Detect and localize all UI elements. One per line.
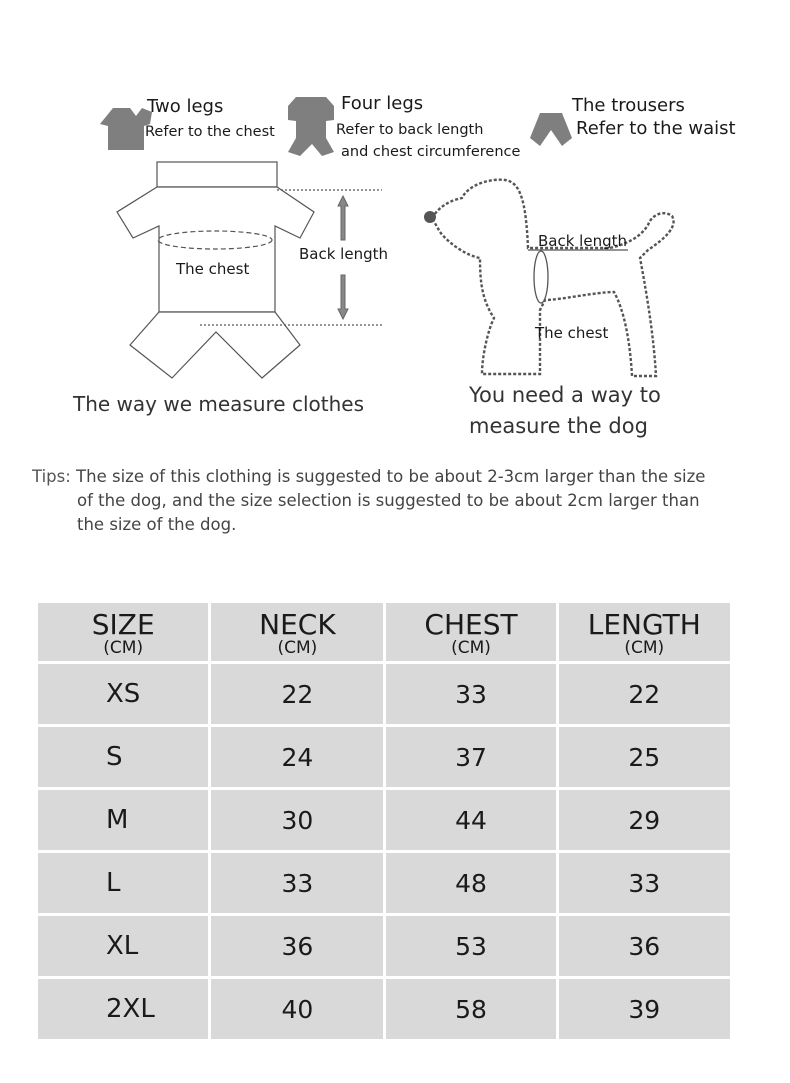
tips-label: Tips: [32,467,71,486]
dog-nose [424,211,436,223]
cell-size: 2XL [38,979,208,1039]
clothes-caption: The way we measure clothes [73,392,364,416]
header-chest: CHEST (CM) [386,603,555,661]
cell-chest: 37 [386,727,555,787]
measurement-illustration [0,0,790,460]
cell-length: 33 [559,853,730,913]
cell-neck: 22 [211,664,383,724]
dog-caption-line-1: You need a way to [469,383,661,407]
table-row [38,664,730,724]
legend-four-legs-title: Four legs [341,93,424,114]
legend-two-legs-note: Refer to the chest [145,124,275,140]
cell-chest: 53 [386,916,555,976]
cell-neck: 40 [211,979,383,1039]
cell-length: 25 [559,727,730,787]
cell-neck: 30 [211,790,383,850]
legend-four-legs-note-1: Refer to back length [336,122,484,138]
table-row [38,979,730,1039]
cell-chest: 48 [386,853,555,913]
legend-trousers-title: The trousers [572,95,685,116]
clothes-back-length-label: Back length [299,245,388,263]
table-row [38,727,730,787]
header-neck: NECK (CM) [211,603,383,661]
cell-chest: 33 [386,664,555,724]
cell-neck: 24 [211,727,383,787]
table-header-row [38,603,730,661]
legend-four-legs-note-2: and chest circumference [341,144,521,160]
cell-size: M [38,790,208,850]
legend-trousers-note: Refer to the waist [576,118,736,139]
dog-outline [432,180,674,376]
tips-line-1: The size of this clothing is suggested to be about 2-3cm larger than the size [76,467,706,486]
dog-back-length-label: Back length [538,232,627,250]
cell-size: S [38,727,208,787]
tips-line-3: the size of the dog. [77,515,237,534]
cell-length: 39 [559,979,730,1039]
cell-length: 22 [559,664,730,724]
suit-four-legs-icon [288,97,334,156]
cell-size: XL [38,916,208,976]
header-length: LENGTH (CM) [559,603,730,661]
cell-length: 36 [559,916,730,976]
cell-size: XS [38,664,208,724]
dog-chest-label: The chest [535,324,609,342]
cell-size: L [38,853,208,913]
header-size: SIZE (CM) [38,603,208,661]
table-row [38,853,730,913]
tips-line-2: of the dog, and the size selection is suggested to be about 2cm larger than [77,491,700,510]
legend-two-legs-title: Two legs [147,96,224,117]
cell-neck: 33 [211,853,383,913]
cell-chest: 44 [386,790,555,850]
cell-length: 29 [559,790,730,850]
table-row [38,916,730,976]
clothes-chest-label: The chest [176,260,250,278]
trousers-icon [530,113,572,146]
cell-chest: 58 [386,979,555,1039]
table-row [38,790,730,850]
cell-neck: 36 [211,916,383,976]
size-chart-table [35,600,733,1042]
tips-paragraph [32,465,762,537]
dog-caption-line-2: measure the dog [469,414,648,438]
